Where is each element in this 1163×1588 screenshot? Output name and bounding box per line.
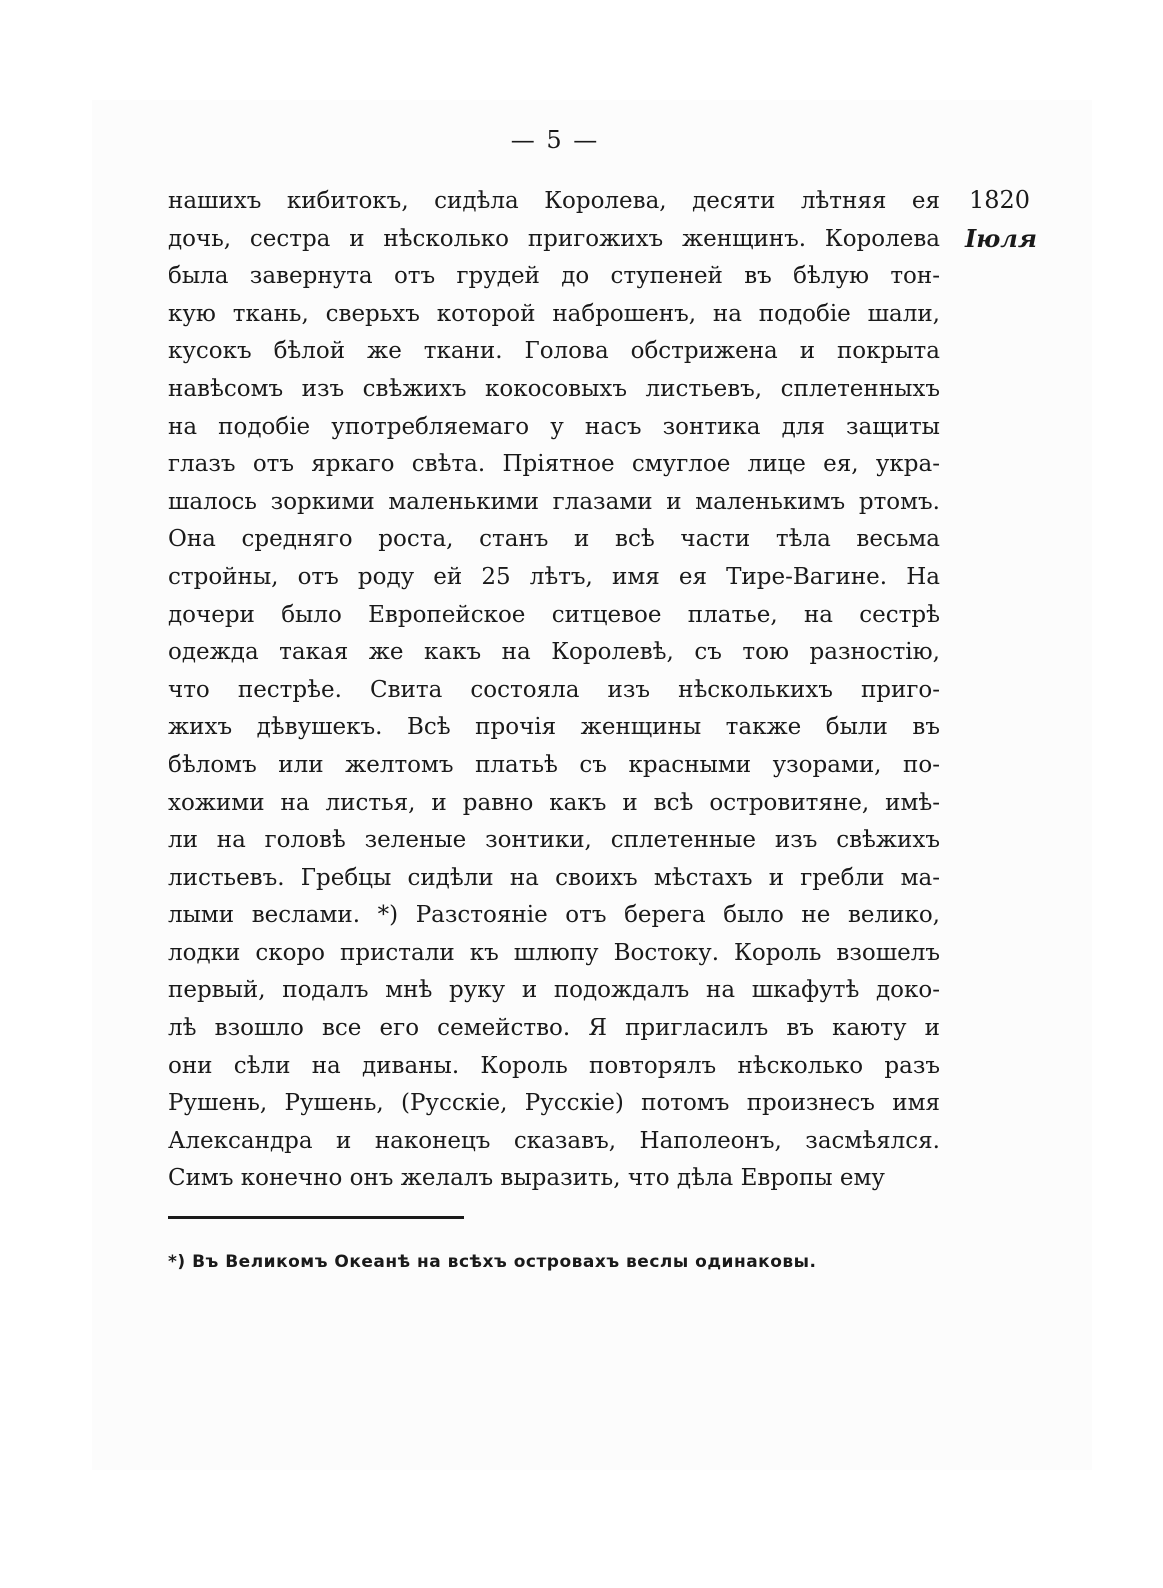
text-line: ли на головѣ зеленые зонтики, сплетенные изъ свѣжихъ	[168, 827, 940, 854]
text-line: лѣ взошло все его семейство. Я пригласилъ въ каюту и	[168, 1015, 940, 1042]
text-line: кусокъ бѣлой же ткани. Голова обстрижена и покрыта	[168, 338, 940, 365]
text-line: первый, подалъ мнѣ руку и подождалъ на шкафутѣ доко-	[168, 977, 940, 1004]
text-line: листьевъ. Гребцы сидѣли на своихъ мѣстахъ и гребли ма-	[168, 864, 940, 891]
text-line: лыми веслами. *) Разстояніе отъ берега было не велико,	[168, 902, 940, 929]
text-line: Она средняго роста, станъ и всѣ части тѣла весьма	[168, 526, 940, 553]
margin-month: Іюля	[965, 224, 1037, 253]
text-line: жихъ дѣвушекъ. Всѣ прочія женщины также были въ	[168, 714, 940, 741]
page-number: — 5 —	[510, 126, 600, 154]
text-line: Симъ конечно онъ желалъ выразить, что дѣла Европы ему	[168, 1165, 885, 1192]
text-line: бѣломъ или желтомъ платьѣ съ красными узорами, по-	[168, 751, 940, 778]
footnote: *) Въ Великомъ Океанѣ на всѣхъ островахъ веслы одинаковы.	[168, 1252, 817, 1272]
text-line: хожими на листья, и равно какъ и всѣ островитяне, имѣ-	[168, 789, 940, 816]
text-line: шалось зоркими маленькими глазами и маленькимъ ртомъ.	[168, 488, 940, 515]
text-line: Рушень, Рушень, (Русскіе, Русскіе) потомъ произнесъ имя	[168, 1090, 940, 1117]
text-line: что пестрѣе. Свита состояла изъ нѣсколькихъ приго-	[168, 676, 940, 703]
text-line: стройны, отъ роду ей 25 лѣтъ, имя ея Тире-Вагине. На	[168, 563, 940, 590]
text-line: дочери было Европейское ситцевое платье, на сестрѣ	[168, 601, 940, 628]
text-line: одежда такая же какъ на Королевѣ, съ тою разностію,	[168, 639, 940, 666]
text-line: кую ткань, сверьхъ которой наброшенъ, на подобіе шали,	[168, 300, 940, 327]
text-line: Александра и наконецъ сказавъ, Наполеонъ, засмѣялся.	[168, 1127, 940, 1154]
body-text	[168, 183, 940, 1198]
text-line: на подобіе употребляемаго у насъ зонтика для защиты	[168, 413, 940, 440]
text-line: навѣсомъ изъ свѣжихъ кокосовыхъ листьевъ, сплетенныхъ	[168, 375, 940, 402]
text-line: они сѣли на диваны. Король повторялъ нѣсколько разъ	[168, 1052, 940, 1079]
text-line: глазъ отъ яркаго свѣта. Пріятное смуглое лице ея, укра-	[168, 451, 940, 478]
footnote-divider	[168, 1216, 464, 1219]
text-line: была завернута отъ грудей до ступеней въ бѣлую тон-	[168, 263, 940, 290]
text-line: нашихъ кибитокъ, сидѣла Королева, десяти лѣтняя ея	[168, 188, 940, 214]
margin-year: 1820	[969, 186, 1031, 214]
text-line: лодки скоро пристали къ шлюпу Востоку. Король взошелъ	[168, 939, 940, 966]
text-line: дочь, сестра и нѣсколько пригожихъ женщинъ. Королева	[168, 225, 940, 252]
